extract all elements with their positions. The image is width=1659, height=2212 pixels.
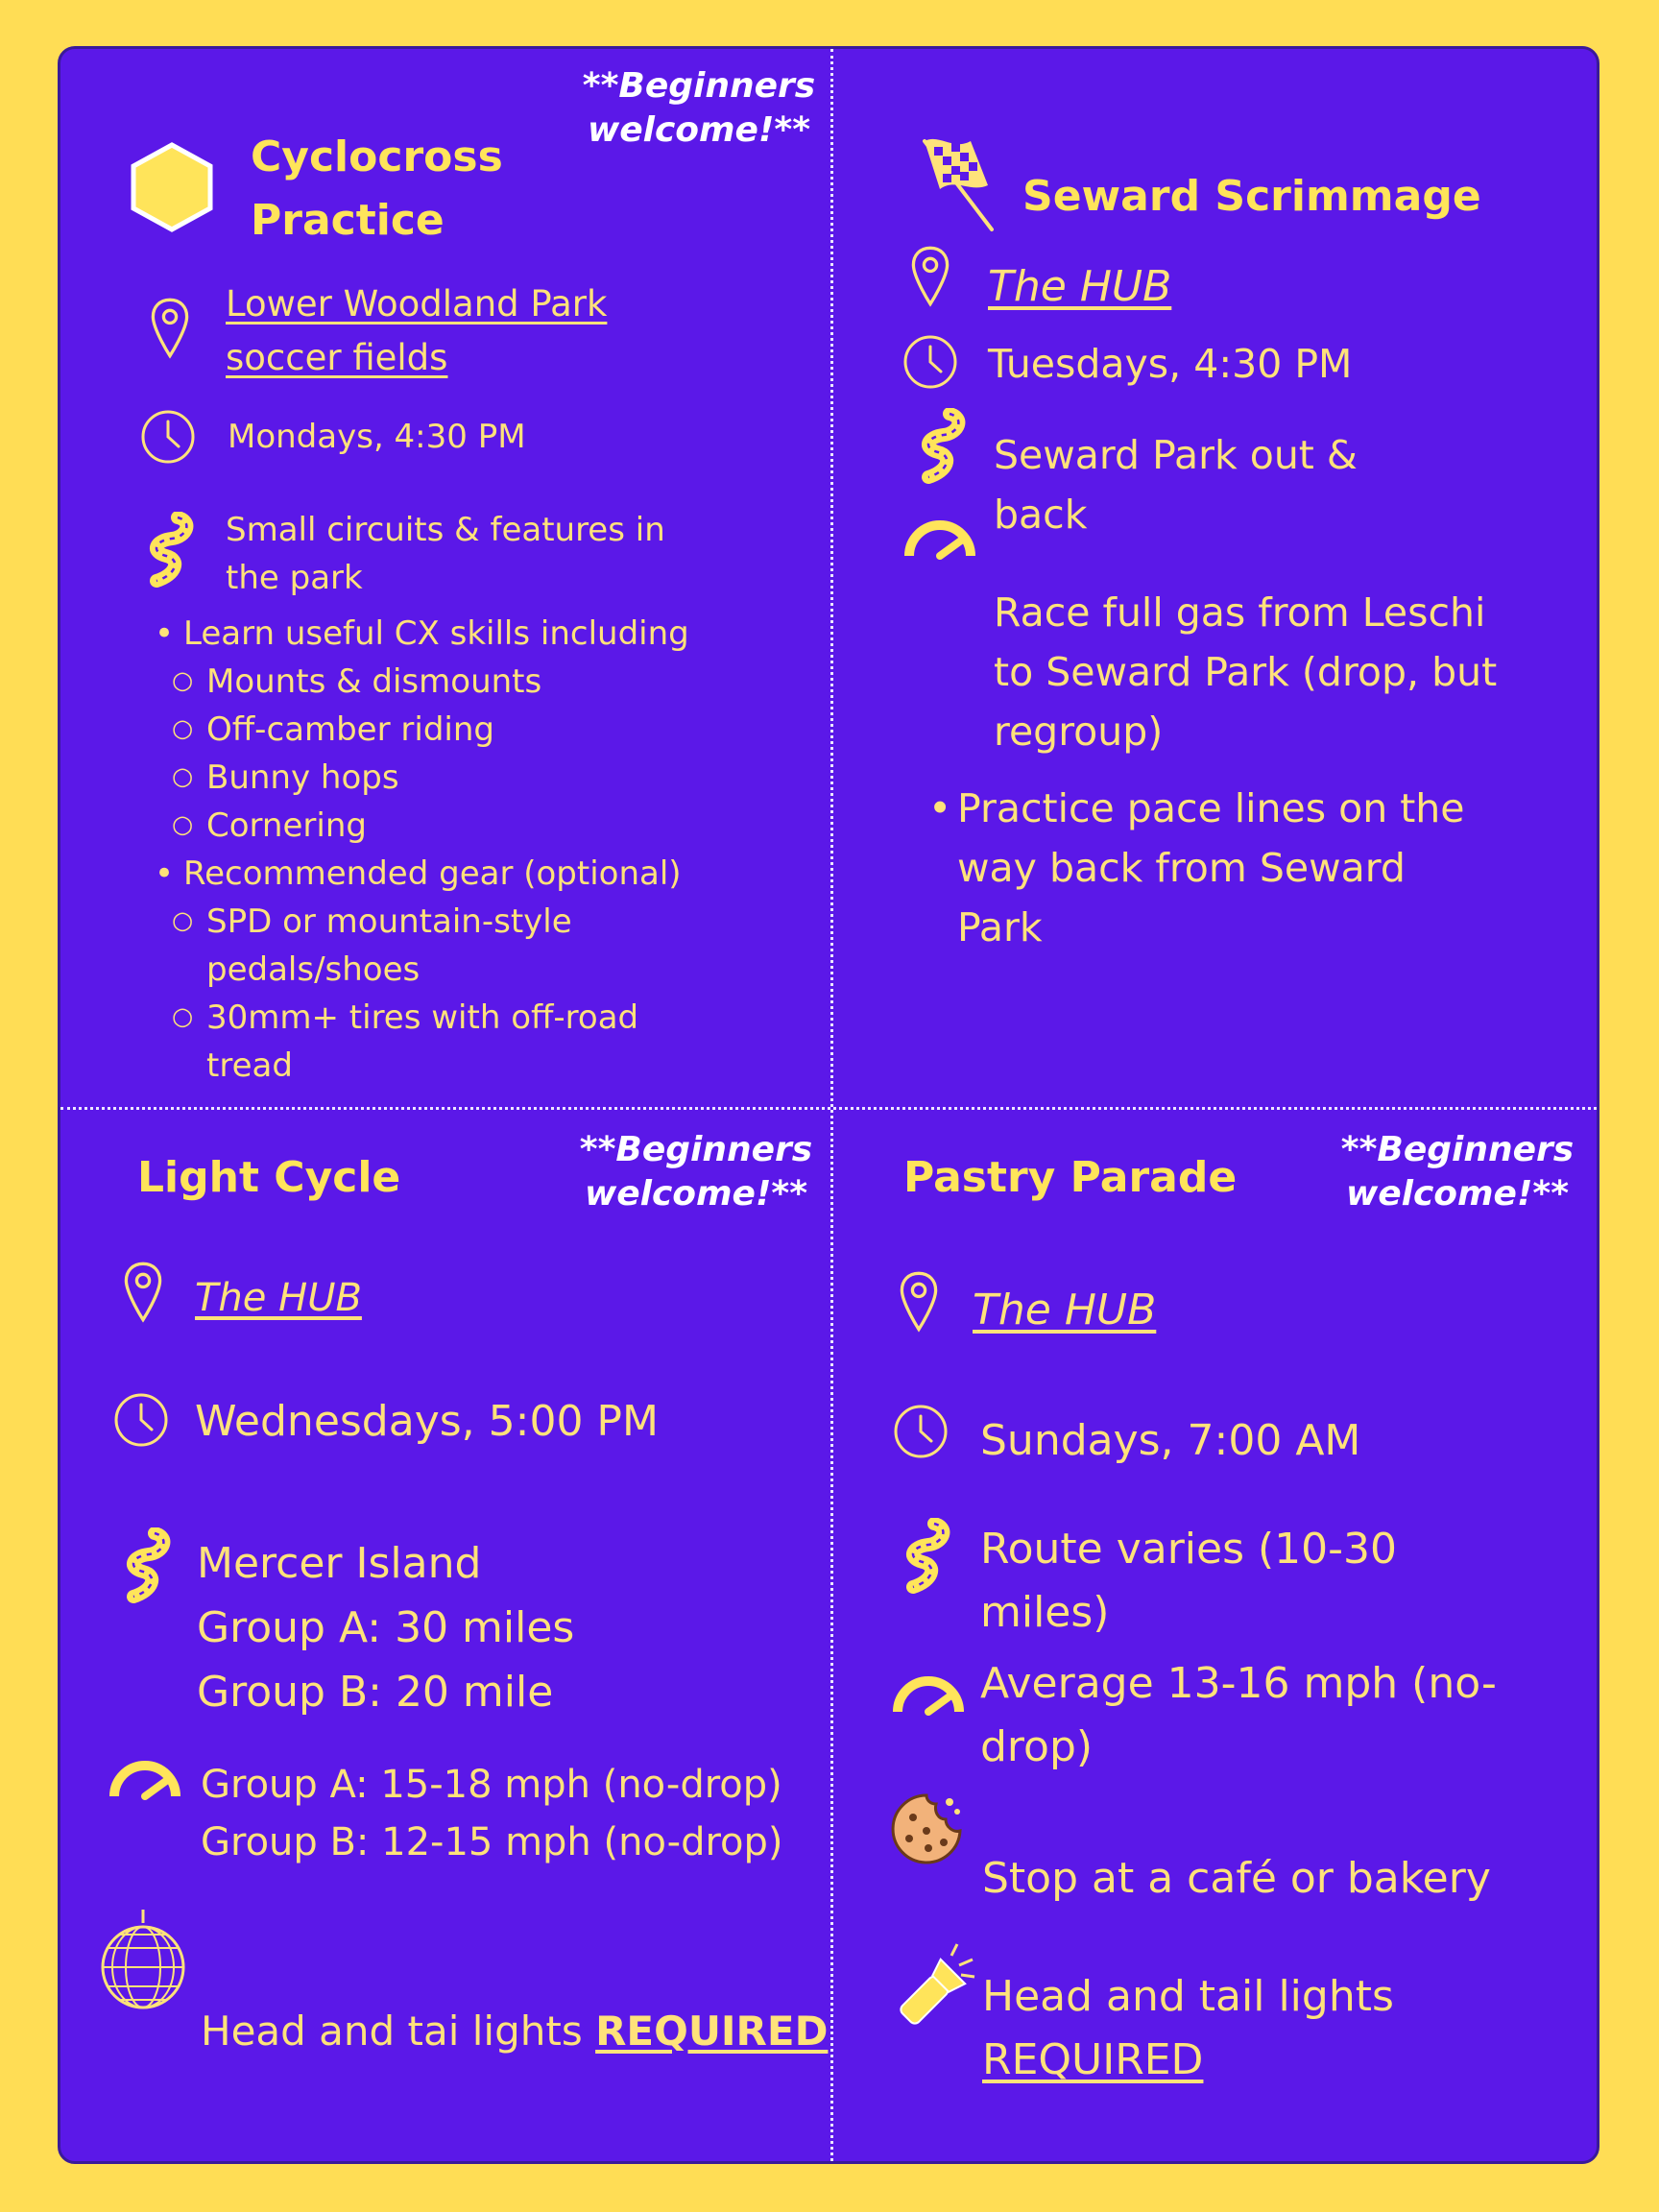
speedometer-icon: [107, 1754, 183, 1802]
clock-icon: [902, 333, 959, 391]
list-item: ○ Mounts & dismounts: [149, 658, 689, 706]
cyclocross-title-line2: Practice: [251, 196, 445, 245]
pace-line1: Race full gas from Leschi: [994, 589, 1486, 636]
gear1-line1: SPD or mountain-style: [206, 902, 572, 941]
time-text: Mondays, 4:30 PM: [228, 418, 526, 456]
road-icon: [894, 1518, 951, 1595]
pace-line3: regroup): [994, 709, 1164, 755]
horizontal-divider: [60, 1107, 1597, 1110]
required-label: REQUIRED: [595, 2008, 829, 2055]
list-item: [149, 898, 689, 994]
clock-icon: [892, 1403, 950, 1460]
lights-notice: [201, 2008, 828, 2055]
gear2-line2: tread: [206, 1046, 293, 1085]
stop-text: Stop at a café or bakery: [982, 1854, 1491, 1903]
cookie-icon: [890, 1792, 963, 1865]
list-item: [149, 994, 689, 1090]
beginners-line2: welcome!**: [584, 1174, 808, 1214]
route-line2: the park: [226, 559, 363, 597]
lights-text: Head and tai lights: [201, 2008, 596, 2055]
location-link[interactable]: The HUB: [195, 1276, 362, 1320]
location-line2: soccer fields: [226, 337, 448, 378]
checkered-flag-icon: [896, 130, 1001, 235]
route-line1: Small circuits & features in: [226, 511, 665, 549]
road-icon: [137, 512, 195, 589]
cx-details-list: [149, 610, 689, 1090]
speedometer-icon: [890, 1670, 967, 1718]
road-icon: [909, 408, 967, 485]
event-board: [58, 46, 1599, 2164]
bullet-line1: Practice pace lines on the: [957, 785, 1465, 831]
flashlight-icon: [890, 1942, 976, 2034]
pace-line2: to Seward Park (drop, but: [994, 649, 1498, 695]
location-link[interactable]: The HUB: [988, 262, 1172, 311]
lightcycle-title: Light Cycle: [137, 1153, 401, 1202]
list-item: • Learn useful CX skills including: [149, 610, 689, 658]
lights-text: Head and tail lights: [982, 1972, 1394, 2021]
bullet-line2: way back from Seward: [957, 845, 1406, 891]
route-line1: Mercer Island: [197, 1539, 482, 1588]
pace-line2: drop): [980, 1722, 1094, 1771]
pace-line1: Group A: 15-18 mph (no-drop): [201, 1763, 782, 1807]
cyclocross-title-line1: Cyclocross: [251, 132, 503, 181]
route-line2: miles): [980, 1588, 1110, 1637]
route-line1: Seward Park out &: [994, 432, 1358, 478]
location-pin-icon: [898, 1270, 940, 1334]
route-line2: back: [994, 492, 1088, 538]
beginners-line1: **Beginners: [579, 1130, 813, 1169]
clock-icon: [139, 408, 197, 466]
beginners-line2: welcome!**: [587, 110, 811, 151]
required-label: REQUIRED: [982, 2035, 1204, 2084]
bullet-line3: Park: [957, 904, 1043, 950]
time-text: Wednesdays, 5:00 PM: [195, 1397, 659, 1446]
road-icon: [114, 1527, 172, 1604]
gear2-line1: 30mm+ tires with off-road: [206, 998, 639, 1037]
route-line2: Group A: 30 miles: [197, 1603, 575, 1652]
list-item: ○ Cornering: [149, 802, 689, 850]
hexagon-icon: [130, 141, 214, 233]
location-link[interactable]: [226, 277, 607, 385]
location-pin-icon: [122, 1261, 164, 1324]
clock-icon: [112, 1391, 170, 1449]
pastry-title: Pastry Parade: [903, 1153, 1238, 1202]
beginners-badge: [569, 64, 829, 153]
beginners-line2: welcome!**: [1345, 1174, 1570, 1214]
location-pin-icon: [149, 297, 191, 360]
location-link[interactable]: The HUB: [973, 1286, 1157, 1334]
pace-line1: Average 13-16 mph (no-: [980, 1659, 1497, 1708]
seward-title: Seward Scrimmage: [1022, 172, 1481, 221]
seward-list: [923, 779, 1465, 957]
list-item: ○ Off-camber riding: [149, 706, 689, 754]
beginners-line1: **Beginners: [1340, 1130, 1575, 1169]
time-text: Sundays, 7:00 AM: [980, 1416, 1361, 1465]
route-line3: Group B: 20 mile: [197, 1668, 554, 1717]
list-item: ○ Bunny hops: [149, 754, 689, 802]
location-pin-icon: [909, 245, 951, 308]
pace-line2: Group B: 12-15 mph (no-drop): [201, 1820, 783, 1864]
route-line1: Route varies (10-30: [980, 1525, 1398, 1574]
location-line1: Lower Woodland Park: [226, 283, 608, 325]
beginners-badge: [1328, 1128, 1587, 1216]
list-item: [923, 779, 1465, 957]
speedometer-icon: [902, 514, 978, 562]
time-text: Tuesdays, 4:30 PM: [988, 341, 1353, 387]
beginners-line1: **Beginners: [582, 66, 816, 106]
gear1-line2: pedals/shoes: [206, 950, 421, 989]
list-item: • Recommended gear (optional): [149, 850, 689, 898]
vertical-divider: [830, 49, 833, 2161]
beginners-badge: [564, 1128, 829, 1216]
disco-ball-icon: [99, 1910, 187, 2009]
